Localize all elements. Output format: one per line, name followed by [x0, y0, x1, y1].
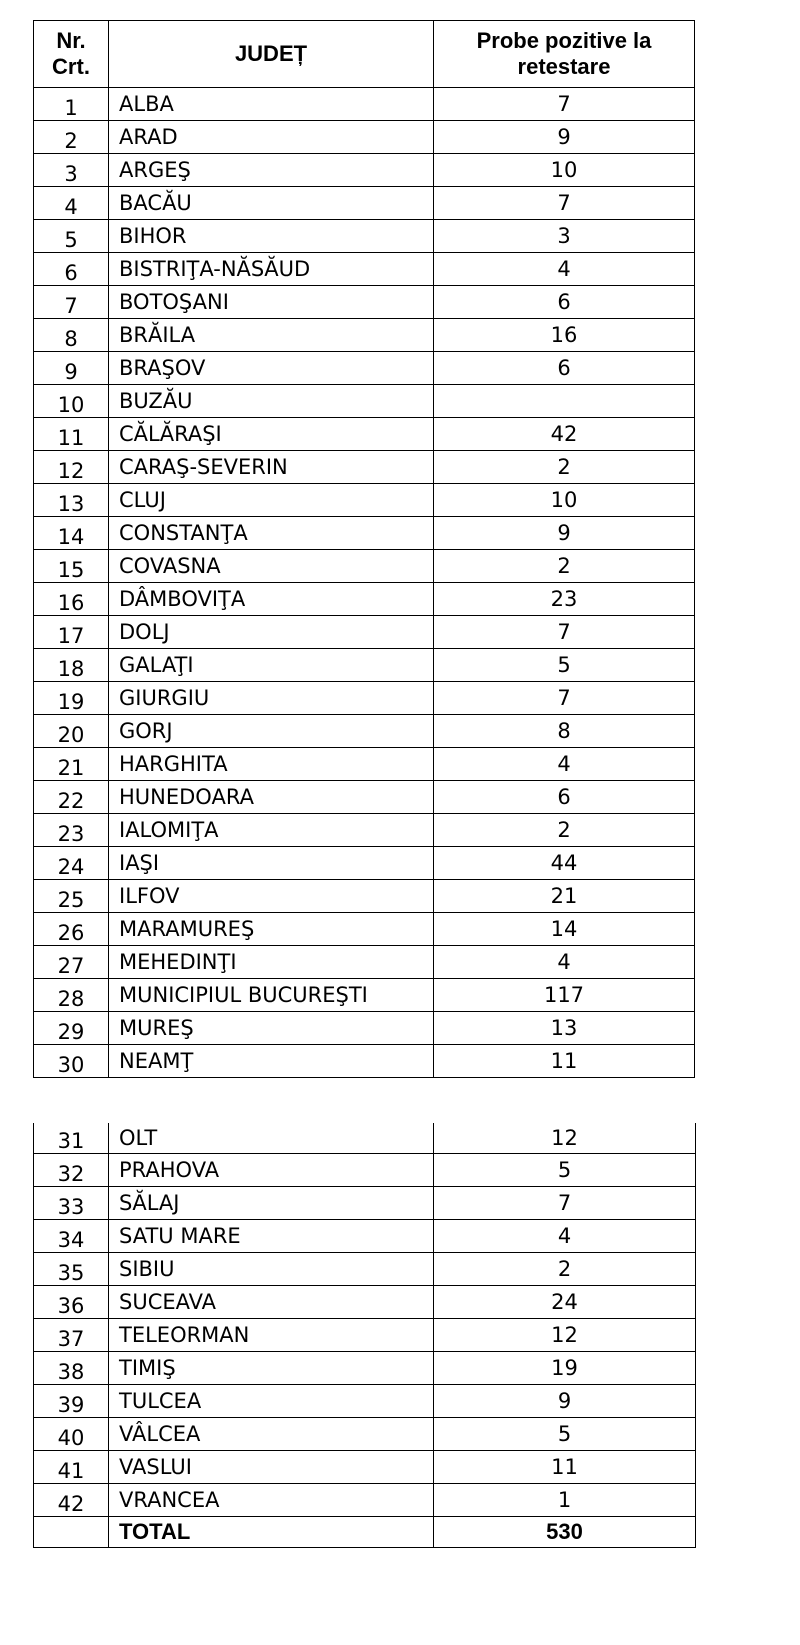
positive-samples-cell: 7	[434, 616, 695, 649]
table-row	[34, 1319, 696, 1352]
table-row	[34, 748, 695, 781]
positive-samples-cell: 44	[434, 847, 695, 880]
row-number-cell: 39	[34, 1385, 109, 1418]
positive-samples-cell: 19	[434, 1352, 696, 1385]
positive-samples-cell: 7	[434, 682, 695, 715]
row-number-cell: 9	[34, 352, 109, 385]
table-row	[34, 1418, 696, 1451]
positive-samples-cell: 5	[434, 649, 695, 682]
table-row	[34, 682, 695, 715]
row-number-cell: 33	[34, 1187, 109, 1220]
row-number-cell: 3	[34, 154, 109, 187]
table-row	[34, 1123, 696, 1154]
table-row	[34, 1451, 696, 1484]
table-header-row	[34, 21, 695, 88]
positive-samples-cell: 5	[434, 1154, 696, 1187]
county-name-cell: CĂLĂRAŞI	[109, 418, 434, 451]
row-number-cell: 12	[34, 451, 109, 484]
county-name-cell: MUNICIPIUL BUCUREŞTI	[109, 979, 434, 1012]
positive-samples-cell: 2	[434, 1253, 696, 1286]
positive-samples-cell: 6	[434, 352, 695, 385]
row-number-cell: 28	[34, 979, 109, 1012]
table-row	[34, 550, 695, 583]
row-number-cell: 31	[34, 1123, 109, 1154]
row-number-cell: 41	[34, 1451, 109, 1484]
row-number-cell: 17	[34, 616, 109, 649]
row-number-cell: 7	[34, 286, 109, 319]
table-row	[34, 1352, 696, 1385]
results-table-page-2	[33, 1123, 696, 1548]
row-number-cell: 37	[34, 1319, 109, 1352]
table-row	[34, 187, 695, 220]
positive-samples-cell: 2	[434, 550, 695, 583]
county-name-cell: ARAD	[109, 121, 434, 154]
row-number-cell: 25	[34, 880, 109, 913]
row-number-cell: 34	[34, 1220, 109, 1253]
table-row	[34, 946, 695, 979]
table-row	[34, 715, 695, 748]
county-name-cell: BOTOŞANI	[109, 286, 434, 319]
header-probe-pozitive: Probe pozitive la retestare	[434, 21, 695, 88]
county-name-cell: SATU MARE	[109, 1220, 434, 1253]
county-name-cell: VASLUI	[109, 1451, 434, 1484]
county-name-cell: DÂMBOVIŢA	[109, 583, 434, 616]
row-number-cell: 36	[34, 1286, 109, 1319]
positive-samples-cell: 2	[434, 814, 695, 847]
county-name-cell: SIBIU	[109, 1253, 434, 1286]
total-value: 530	[434, 1517, 696, 1548]
row-number-cell: 40	[34, 1418, 109, 1451]
positive-samples-cell: 4	[434, 253, 695, 286]
table-row	[34, 781, 695, 814]
county-name-cell: SUCEAVA	[109, 1286, 434, 1319]
positive-samples-cell: 16	[434, 319, 695, 352]
row-number-cell: 13	[34, 484, 109, 517]
row-number-cell: 4	[34, 187, 109, 220]
county-name-cell: MARAMUREŞ	[109, 913, 434, 946]
row-number-cell: 16	[34, 583, 109, 616]
row-number-cell: 5	[34, 220, 109, 253]
row-number-cell: 24	[34, 847, 109, 880]
positive-samples-cell: 8	[434, 715, 695, 748]
header-judet: JUDEȚ	[109, 21, 434, 88]
positive-samples-cell: 21	[434, 880, 695, 913]
county-name-cell: VÂLCEA	[109, 1418, 434, 1451]
results-table-page-1	[33, 20, 695, 1078]
positive-samples-cell: 7	[434, 187, 695, 220]
positive-samples-cell: 4	[434, 748, 695, 781]
table-row	[34, 517, 695, 550]
row-number-cell: 42	[34, 1484, 109, 1517]
table-row	[34, 979, 695, 1012]
county-name-cell: BACĂU	[109, 187, 434, 220]
total-label: TOTAL	[109, 1517, 434, 1548]
county-name-cell: GORJ	[109, 715, 434, 748]
row-number-cell: 19	[34, 682, 109, 715]
table-row	[34, 649, 695, 682]
table-row	[34, 814, 695, 847]
table-row	[34, 616, 695, 649]
positive-samples-cell: 4	[434, 946, 695, 979]
table-row	[34, 1220, 696, 1253]
county-name-cell: MEHEDINŢI	[109, 946, 434, 979]
county-name-cell: ALBA	[109, 88, 434, 121]
county-name-cell: COVASNA	[109, 550, 434, 583]
row-number-cell: 20	[34, 715, 109, 748]
county-name-cell: TULCEA	[109, 1385, 434, 1418]
table-row	[34, 913, 695, 946]
positive-samples-cell: 24	[434, 1286, 696, 1319]
table-row	[34, 451, 695, 484]
row-number-cell: 8	[34, 319, 109, 352]
positive-samples-cell: 7	[434, 1187, 696, 1220]
positive-samples-cell: 6	[434, 781, 695, 814]
county-name-cell: CLUJ	[109, 484, 434, 517]
positive-samples-cell: 14	[434, 913, 695, 946]
county-name-cell: NEAMŢ	[109, 1045, 434, 1078]
county-name-cell: ILFOV	[109, 880, 434, 913]
positive-samples-cell: 2	[434, 451, 695, 484]
positive-samples-cell: 117	[434, 979, 695, 1012]
county-name-cell: ARGEŞ	[109, 154, 434, 187]
table-row	[34, 1187, 696, 1220]
table-row	[34, 220, 695, 253]
table-row	[34, 121, 695, 154]
table-row	[34, 847, 695, 880]
positive-samples-cell: 10	[434, 154, 695, 187]
table-body-page-1	[34, 88, 695, 1078]
county-name-cell: GIURGIU	[109, 682, 434, 715]
table-row	[34, 286, 695, 319]
positive-samples-cell: 9	[434, 517, 695, 550]
county-name-cell: BRĂILA	[109, 319, 434, 352]
table-row	[34, 880, 695, 913]
positive-samples-cell: 13	[434, 1012, 695, 1045]
county-name-cell: MUREŞ	[109, 1012, 434, 1045]
county-name-cell: VRANCEA	[109, 1484, 434, 1517]
total-nr-cell	[34, 1517, 109, 1548]
positive-samples-cell: 5	[434, 1418, 696, 1451]
positive-samples-cell: 11	[434, 1045, 695, 1078]
positive-samples-cell: 11	[434, 1451, 696, 1484]
table-row	[34, 1012, 695, 1045]
row-number-cell: 26	[34, 913, 109, 946]
county-name-cell: TELEORMAN	[109, 1319, 434, 1352]
row-number-cell: 6	[34, 253, 109, 286]
positive-samples-cell: 3	[434, 220, 695, 253]
county-name-cell: CONSTANŢA	[109, 517, 434, 550]
row-number-cell: 27	[34, 946, 109, 979]
table-row	[34, 352, 695, 385]
positive-samples-cell: 12	[434, 1123, 696, 1154]
county-name-cell: OLT	[109, 1123, 434, 1154]
row-number-cell: 2	[34, 121, 109, 154]
county-name-cell: BRAŞOV	[109, 352, 434, 385]
table-row	[34, 1253, 696, 1286]
county-name-cell: BUZĂU	[109, 385, 434, 418]
table-row	[34, 154, 695, 187]
table-row	[34, 484, 695, 517]
row-number-cell: 11	[34, 418, 109, 451]
table-row	[34, 1286, 696, 1319]
row-number-cell: 30	[34, 1045, 109, 1078]
county-name-cell: IALOMIŢA	[109, 814, 434, 847]
row-number-cell: 21	[34, 748, 109, 781]
table-row	[34, 385, 695, 418]
table-row	[34, 1154, 696, 1187]
positive-samples-cell: 9	[434, 121, 695, 154]
total-row	[34, 1517, 696, 1548]
table-row	[34, 1484, 696, 1517]
row-number-cell: 32	[34, 1154, 109, 1187]
positive-samples-cell	[434, 385, 695, 418]
header-nr-crt: Nr. Crt.	[34, 21, 109, 88]
row-number-cell: 10	[34, 385, 109, 418]
county-name-cell: PRAHOVA	[109, 1154, 434, 1187]
row-number-cell: 29	[34, 1012, 109, 1045]
county-name-cell: HUNEDOARA	[109, 781, 434, 814]
row-number-cell: 35	[34, 1253, 109, 1286]
row-number-cell: 14	[34, 517, 109, 550]
positive-samples-cell: 4	[434, 1220, 696, 1253]
county-name-cell: HARGHITA	[109, 748, 434, 781]
positive-samples-cell: 1	[434, 1484, 696, 1517]
row-number-cell: 15	[34, 550, 109, 583]
table-row	[34, 583, 695, 616]
county-name-cell: SĂLAJ	[109, 1187, 434, 1220]
positive-samples-cell: 23	[434, 583, 695, 616]
county-name-cell: TIMIŞ	[109, 1352, 434, 1385]
positive-samples-cell: 10	[434, 484, 695, 517]
row-number-cell: 18	[34, 649, 109, 682]
county-name-cell: IAŞI	[109, 847, 434, 880]
table-row	[34, 1045, 695, 1078]
county-name-cell: DOLJ	[109, 616, 434, 649]
table-row	[34, 253, 695, 286]
county-name-cell: GALAŢI	[109, 649, 434, 682]
row-number-cell: 22	[34, 781, 109, 814]
table-row	[34, 88, 695, 121]
table-row	[34, 1385, 696, 1418]
county-name-cell: CARAŞ-SEVERIN	[109, 451, 434, 484]
row-number-cell: 1	[34, 88, 109, 121]
positive-samples-cell: 9	[434, 1385, 696, 1418]
table-row	[34, 319, 695, 352]
table-row	[34, 418, 695, 451]
table-body-page-2	[34, 1123, 696, 1517]
positive-samples-cell: 6	[434, 286, 695, 319]
row-number-cell: 38	[34, 1352, 109, 1385]
positive-samples-cell: 7	[434, 88, 695, 121]
positive-samples-cell: 42	[434, 418, 695, 451]
row-number-cell: 23	[34, 814, 109, 847]
county-name-cell: BISTRIŢA-NĂSĂUD	[109, 253, 434, 286]
positive-samples-cell: 12	[434, 1319, 696, 1352]
county-name-cell: BIHOR	[109, 220, 434, 253]
